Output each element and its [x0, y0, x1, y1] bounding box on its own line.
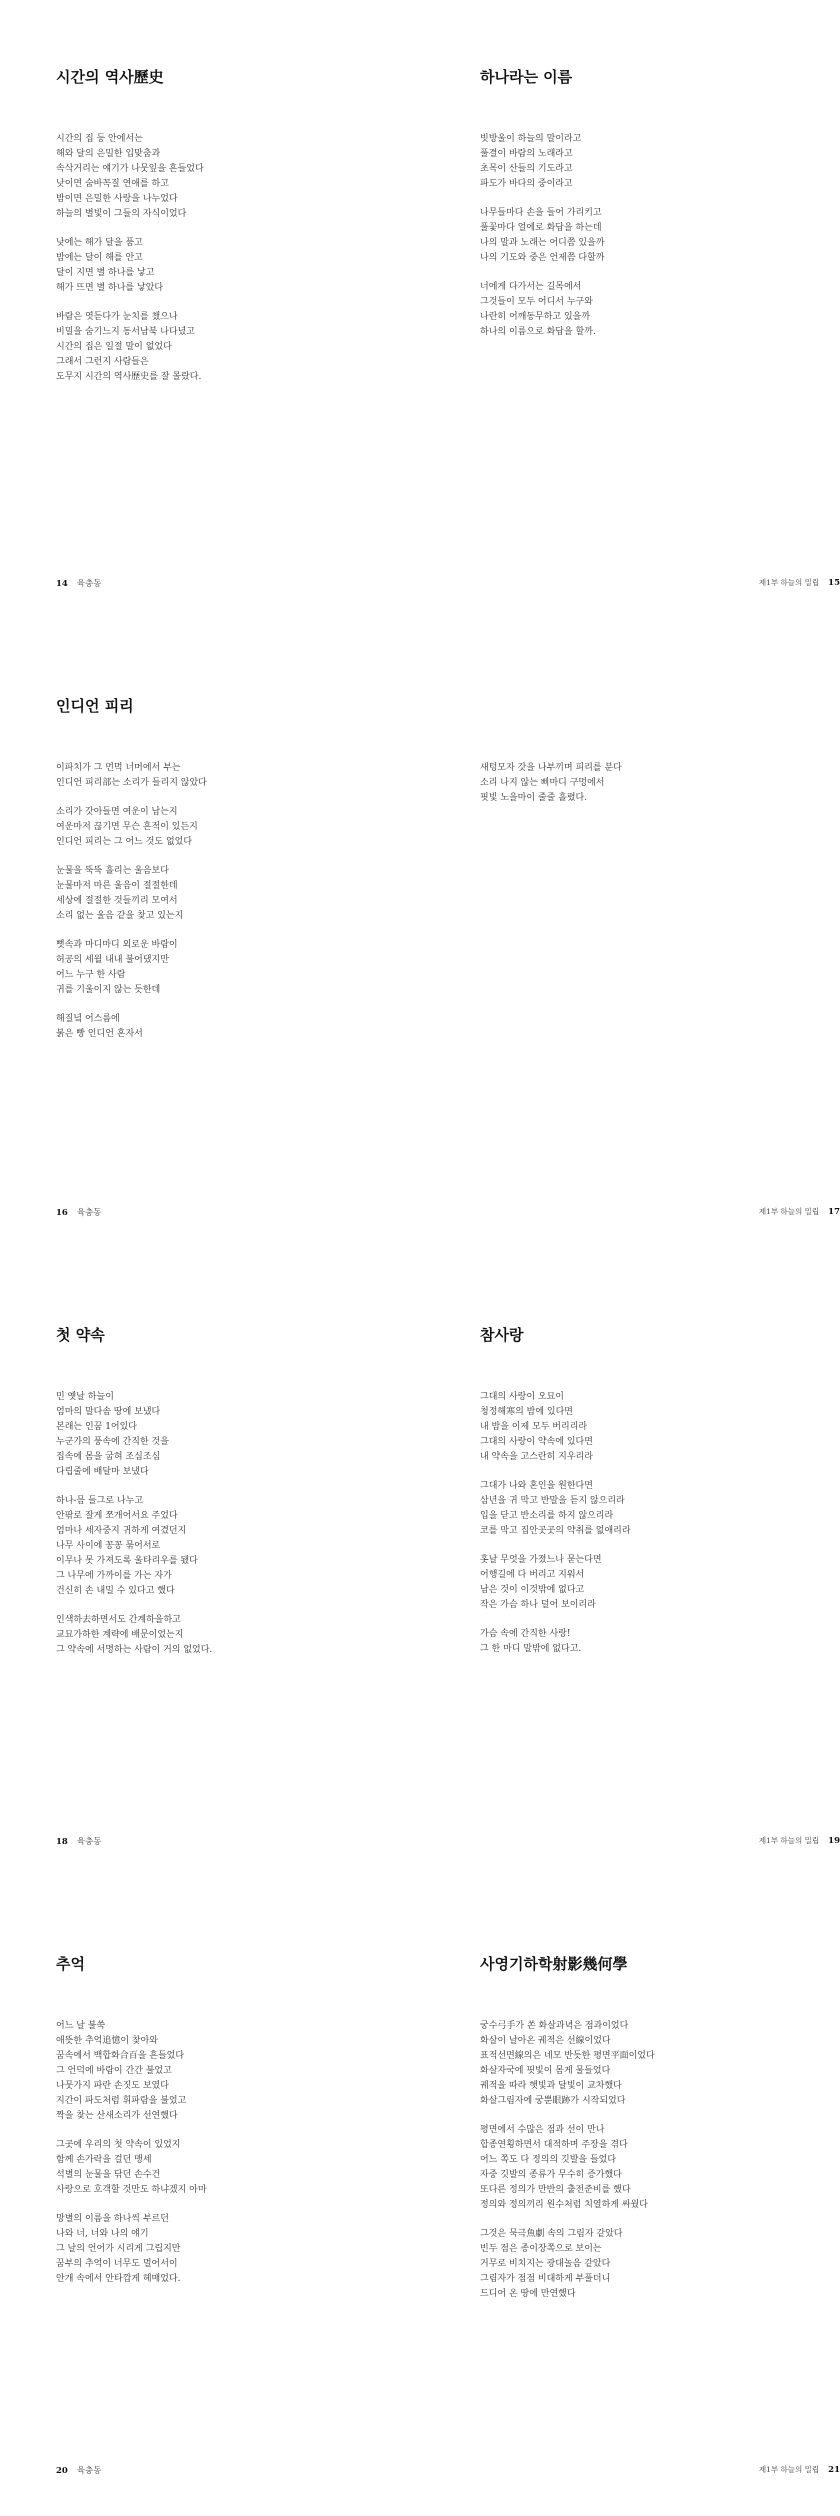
poem-line: 궁수弓手가 쏜 화살과녁은 점과이었다 — [480, 2021, 629, 2031]
poem-line: 삼년을 귀 막고 반말을 듣지 않으리라 — [480, 1496, 625, 1506]
page-footer — [759, 1835, 840, 1846]
poem-line: 지간이 파도처럼 휘파람을 불었고 — [56, 2096, 187, 2106]
poem-line: 눈물마저 마른 울음이 절절한데 — [56, 881, 178, 891]
poem-line: 그 언덕에 바람이 간간 불었고 — [56, 2066, 172, 2076]
poem-line: 화살자국에 핏빛이 몸게 물들었다 — [480, 2066, 611, 2076]
poem-line: 그대가 나와 혼인을 원한다면 — [480, 1481, 593, 1491]
poem-body — [56, 761, 416, 1056]
spread-1 — [0, 0, 840, 629]
stanza — [56, 1012, 416, 1042]
poem-line: 그림자가 점점 비대하게 부풀더니 — [480, 2274, 611, 2284]
poem-line: 사랑으로 호객할 것만도 하냐겠지 아마 — [56, 2185, 207, 2195]
author-name: 육충동 — [76, 1208, 102, 1218]
poem-title: 참사랑 — [480, 1326, 524, 1344]
poem-line: 엄마의 말다솜 땅에 보냈다 — [56, 1407, 161, 1417]
poem-line: 해가 뜨면 별 하나를 낳았다 — [56, 283, 164, 293]
stanza — [480, 1390, 840, 1465]
stanza — [56, 864, 416, 924]
page-footer — [56, 577, 101, 589]
poem-line: 그 나무에 가까이를 가는 자가 — [56, 1571, 172, 1581]
poem-line: 인디언 피리는 그 어느 것도 없었다 — [56, 837, 193, 847]
poem-line: 표적선면線의은 네모 반듯한 평면平面이었다 — [480, 2051, 655, 2061]
poem-line: 건신히 손 내밀 수 있다고 했다 — [56, 1586, 175, 1596]
poem-line: 화살그림자에 궁뿐眼跡가 시작되었다 — [480, 2096, 626, 2106]
stanza — [56, 132, 416, 222]
spread-3 — [0, 1258, 840, 1887]
poem-line: 합종연횡하면서 대적하며 주장을 겪다 — [480, 2140, 628, 2150]
page-footer — [56, 1835, 101, 1847]
stanza — [56, 1613, 416, 1658]
poem-line: 안팎로 잘게 쪼개어서요 주었다 — [56, 1511, 178, 1521]
poem-line: 애뜻한 추억追憶이 찾아와 — [56, 2036, 158, 2046]
poem-line: 소리 없는 울음 같을 찾고 있는지 — [56, 911, 184, 921]
stanza — [56, 2138, 416, 2198]
poem-line: 초목이 산들의 기도라고 — [480, 164, 573, 174]
poem-line: 밤이면 은밀한 사랑을 나누었다 — [56, 194, 178, 204]
page-19 — [480, 1258, 840, 1887]
poem-line: 하나의 이름으로 화답을 할까. — [480, 327, 596, 337]
poem-line: 그래서 그런지 사람들은 — [56, 357, 149, 367]
poem-body — [480, 2019, 840, 2316]
poem-line: 홋날 무엇을 가졌느나 묻는다면 — [480, 1555, 602, 1565]
stanza — [56, 310, 416, 385]
poem-title: 사영기하학射影幾何學 — [480, 1955, 628, 1973]
poem-line: 안개 속에서 안타깝게 헤매었다. — [56, 2274, 181, 2284]
poem-line: 가슴 속에 간직한 사랑! — [480, 1629, 571, 1639]
poem-line: 엄마나 세자중지 귀하게 여겼던지 — [56, 1526, 187, 1536]
poem-line: 어느 쪽도 다 정의의 깃발을 들었다 — [480, 2155, 617, 2165]
poem-line: 나의 기도와 중은 언제쯤 다할까 — [480, 253, 605, 263]
author-name: 육충동 — [76, 2466, 102, 2476]
poem-line: 그대의 사랑이 약속에 있다면 — [480, 1437, 593, 1447]
poem-title: 시간의 역사歷史 — [56, 68, 164, 86]
poem-line: 평면에서 수많은 점과 선이 만나 — [480, 2125, 605, 2135]
poem-body — [56, 132, 416, 399]
stanza — [480, 132, 840, 192]
stanza — [56, 1494, 416, 1599]
stanza — [56, 938, 416, 998]
stanza — [480, 1627, 840, 1657]
page-number: 20 — [56, 2466, 68, 2476]
poem-line: 뻣속과 마디마디 외로운 바람이 — [56, 940, 178, 950]
poem-line: 입을 닫고 반소리를 하지 않으리라 — [480, 1511, 614, 1521]
poem-line: 청정해寒의 밤에 있다면 — [480, 1407, 573, 1417]
poem-line: 다립줄에 배달마 보냈다 — [56, 1467, 149, 1477]
poem-line: 풀꽃마다 얼에로 화답을 하는데 — [480, 223, 602, 233]
page-17 — [480, 629, 840, 1258]
page-number: 18 — [56, 1837, 68, 1847]
poem-line: 그 약속에 서명하는 사람이 거의 없었다. — [56, 1645, 213, 1655]
stanza — [480, 2123, 840, 2213]
poem-line: 낮에는 해가 달을 품고 — [56, 238, 143, 248]
poem-line: 꿈속에서 백합화合百을 흔들었다 — [56, 2051, 185, 2061]
page-number: 19 — [828, 1836, 840, 1846]
poem-title: 인디언 피리 — [56, 697, 134, 715]
page-footer — [759, 2464, 840, 2475]
stanza — [56, 805, 416, 850]
poem-line: 붉은 빵 인디언 혼자서 — [56, 1029, 143, 1039]
stanza — [480, 2227, 840, 2302]
poem-line: 꿈부의 추억이 너무도 멀어서이 — [56, 2259, 178, 2269]
stanza — [56, 761, 416, 791]
poem-line: 속삭거리는 얘기가 나뭇잎을 흔들었다 — [56, 164, 204, 174]
page-footer — [56, 2464, 101, 2476]
stanza — [480, 206, 840, 266]
page-20 — [56, 1887, 416, 2516]
poem-line: 나무 사이에 꽁꽁 묶어서로 — [56, 1541, 161, 1551]
poem-line: 인디언 피리部는 소리가 들리지 않았다 — [56, 778, 207, 788]
stanza — [480, 1479, 840, 1539]
page-footer — [56, 1206, 101, 1218]
page-14 — [56, 0, 416, 629]
poem-line: 망별의 이름을 하나씩 부르던 — [56, 2214, 169, 2224]
poem-line: 드디어 온 땅에 만연했다 — [480, 2289, 576, 2299]
poem-line: 함께 손가락을 걸던 맹세 — [56, 2155, 152, 2165]
poem-body — [480, 1390, 840, 1671]
poem-line: 해와 달의 은밀한 입맞춤과 — [56, 149, 161, 159]
poem-line: 코를 막고 집안곳곳의 약취를 없애리라 — [480, 1526, 631, 1536]
stanza — [56, 2019, 416, 2124]
poem-line: 소리 나지 않는 삐마디 구멍에서 — [480, 778, 605, 788]
section-label: 제1부 하늘의 밀립 — [758, 1836, 820, 1845]
poem-line: 세상에 절절한 것들끼리 모여서 — [56, 896, 178, 906]
poem-line: 내 밤을 이제 모두 버리리라 — [480, 1422, 588, 1432]
poem-line: 눈물을 뚝뚝 흘리는 울음보다 — [56, 866, 169, 876]
poem-line: 교묘가하한 계략에 배문이었는지 — [56, 1630, 184, 1640]
poem-line: 너에게 다가서는 길목에서 — [480, 282, 582, 292]
poem-line: 짝을 찾는 산새소리가 선연했다 — [56, 2111, 178, 2121]
poem-line: 귀를 기울이지 않는 듯한데 — [56, 985, 161, 995]
poem-line: 나뭇가지 파란 손짓도 보였다 — [56, 2081, 169, 2091]
poem-line: 도무지 시간의 역사歷史를 잘 몰랐다. — [56, 372, 202, 382]
poem-line: 이파치가 그 먼먹 너머에서 부는 — [56, 763, 181, 773]
poem-line: 본래는 인꿈 1어있다 — [56, 1422, 138, 1432]
poem-line: 거무로 비치지는 광대놀음 같았다 — [480, 2259, 611, 2269]
author-name: 육충동 — [76, 1837, 102, 1847]
stanza — [480, 1553, 840, 1613]
page-21 — [480, 1887, 840, 2516]
poem-line: 또다른 정의가 만반의 출전준비를 했다 — [480, 2185, 631, 2195]
section-label: 제1부 하늘의 밀립 — [758, 1207, 820, 1216]
poem-line: 새텅모자 갓을 나부끼며 피리를 분다 — [480, 763, 622, 773]
poem-line: 내 약속을 고스란히 지우리라 — [480, 1452, 593, 1462]
poem-line: 어느 누구 한 사람 — [56, 970, 126, 980]
poem-line: 누군가의 풍속에 간직한 것을 — [56, 1437, 169, 1447]
spread-4 — [0, 1887, 840, 2516]
poem-line: 핏빛 노을마이 줄줄 흘렸다. — [480, 793, 588, 803]
poem-line: 정의와 정의끼리 원수처럼 치열하게 싸웠다 — [480, 2200, 648, 2210]
page-footer — [759, 1206, 840, 1217]
poem-line: 그것은 묵극魚劇 속의 그림자 같았다 — [480, 2229, 623, 2239]
poem-title: 하나라는 이름 — [480, 68, 573, 86]
poem-line: 나의 말과 노래는 어디쯤 있을까 — [480, 238, 605, 248]
page-number: 14 — [56, 579, 68, 589]
poem-line: 이무나 못 가져도록 울타리우를 됐다 — [56, 1556, 198, 1566]
poem-line: 남은 것이 이것밖에 없다고 — [480, 1585, 585, 1595]
page-15 — [480, 0, 840, 629]
poem-line: 나와 너, 너와 나의 얘기 — [56, 2229, 149, 2239]
poem-line: 해질녘 어스름에 — [56, 1014, 120, 1024]
page-number: 17 — [828, 1207, 840, 1217]
section-label: 제1부 하늘의 밀립 — [758, 2465, 820, 2474]
poem-line: 석별의 눈물을 닦던 손수건 — [56, 2170, 161, 2180]
poem-line: 자중 깃발의 종류가 무수히 증가했다 — [480, 2170, 622, 2180]
stanza — [480, 2019, 840, 2109]
poem-line: 화살이 날아온 궤적은 선線이었다 — [480, 2036, 611, 2046]
poem-title: 추억 — [56, 1955, 85, 1973]
poem-line: 그 한 마디 말밖에 없다고. — [480, 1644, 582, 1654]
poem-body — [56, 1390, 416, 1672]
poem-line: 바람은 엿듣다가 눈치를 챘으나 — [56, 312, 178, 322]
poem-body — [480, 132, 840, 354]
poem-line: 풀결이 바람의 노래라고 — [480, 149, 573, 159]
poem-line: 나무들마다 손을 들어 가리키고 — [480, 208, 602, 218]
stanza — [480, 280, 840, 340]
section-label: 제1부 하늘의 밀립 — [758, 578, 820, 587]
page-18 — [56, 1258, 416, 1887]
poem-line: 여운마저 끊기면 무슨 흔적이 있든지 — [56, 822, 198, 832]
poem-line: 인색하去하면서도 간계하을하고 — [56, 1615, 181, 1625]
page-number: 21 — [828, 2465, 840, 2475]
poem-line: 빈두 점은 종이장쪽으로 보이는 — [480, 2244, 602, 2254]
poem-line: 나란히 어깨동무하고 있을까 — [480, 312, 591, 322]
poem-line: 그대의 사랑이 오묘이 — [480, 1392, 564, 1402]
poem-line: 하나-믐 들그로 나누고 — [56, 1496, 144, 1506]
page-footer — [759, 577, 840, 588]
poem-line: 그것들이 모두 어디서 누구와 — [480, 297, 593, 307]
poem-line: 허공의 세월 내내 불어댔지만 — [56, 955, 169, 965]
page-number: 16 — [56, 1208, 68, 1218]
poem-line: 빗방울이 하늘의 말이라고 — [480, 134, 582, 144]
poem-line: 시간의 집은 일절 말이 없었다 — [56, 342, 172, 352]
poem-line: 민 옛날 하늘이 — [56, 1392, 114, 1402]
stanza — [56, 1390, 416, 1480]
stanza — [480, 761, 840, 806]
poem-line: 어행길에 다 버리고 지워서 — [480, 1570, 585, 1580]
poem-line: 그곳에 우리의 첫 약속이 있었지 — [56, 2140, 181, 2150]
page-number: 15 — [828, 578, 840, 588]
poem-line: 궤적을 따라 햇빛과 달빛이 교차했다 — [480, 2081, 622, 2091]
poem-line: 낮이면 숨바꼭질 연애를 하고 — [56, 179, 169, 189]
author-name: 육충동 — [76, 579, 102, 589]
poem-line: 작은 가슴 하나 덜어 보이리라 — [480, 1600, 596, 1610]
poem-title: 첫 약속 — [56, 1326, 105, 1344]
poem-line: 시간의 집 둥 안에서는 — [56, 134, 143, 144]
poem-line: 파도가 바다의 중이라고 — [480, 179, 573, 189]
stanza — [56, 2212, 416, 2287]
poem-line: 비밀을 숨기느지 동서남북 나다녔고 — [56, 327, 195, 337]
poem-body — [56, 2019, 416, 2301]
poem-body — [480, 761, 840, 820]
poem-line: 그 날의 언어가 시리게 그립지만 — [56, 2244, 181, 2254]
stanza — [56, 236, 416, 296]
page-16 — [56, 629, 416, 1258]
poem-line: 밤에는 달이 해를 안고 — [56, 253, 143, 263]
poem-line: 집속에 몸을 굽혀 조심조심 — [56, 1452, 161, 1462]
poem-line: 달이 지면 별 하나를 낳고 — [56, 268, 155, 278]
poem-line: 소리가 갓아들면 여운이 남는지 — [56, 807, 178, 817]
poem-line: 하늘의 별빛이 그들의 자식이었다 — [56, 209, 187, 219]
poem-line: 어느 날 불쑥 — [56, 2021, 106, 2031]
spread-2 — [0, 629, 840, 1258]
